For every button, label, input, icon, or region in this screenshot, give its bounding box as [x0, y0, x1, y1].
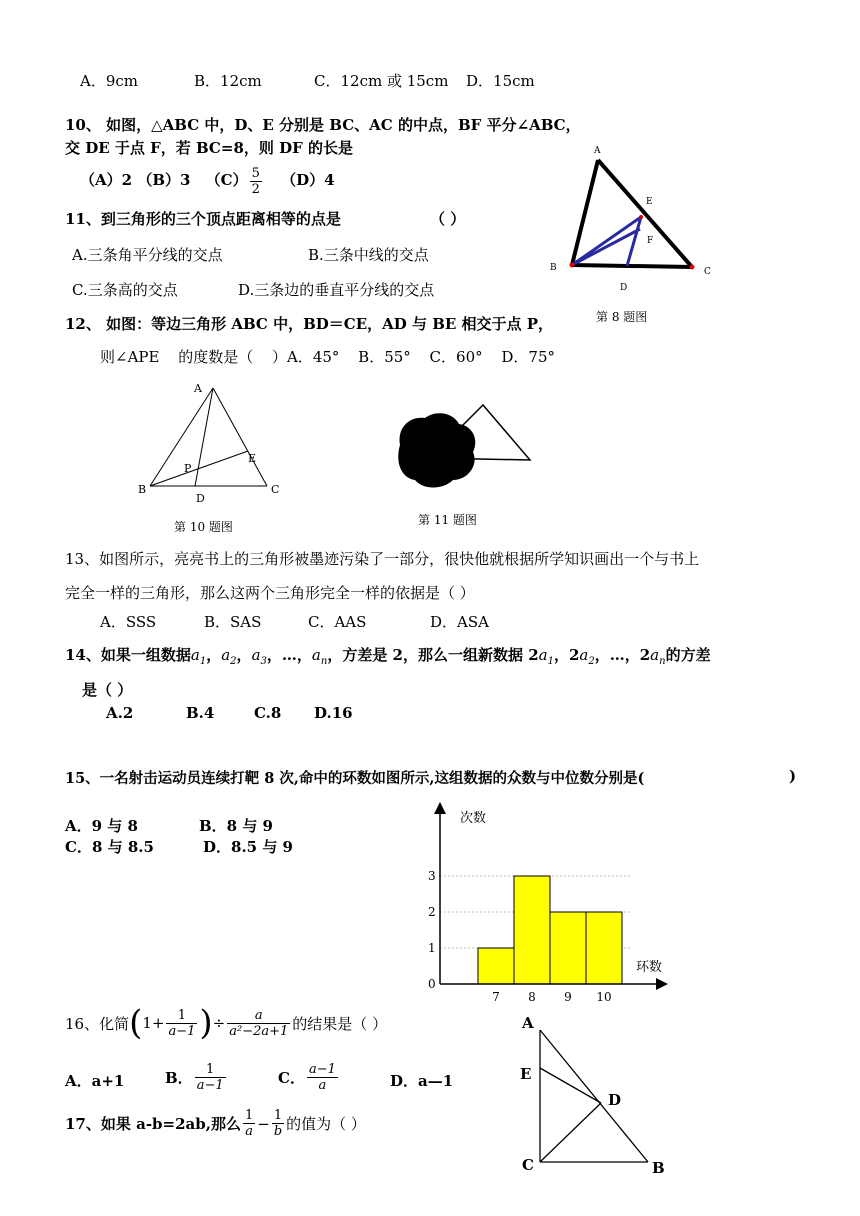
fraction-denominator: a [245, 1124, 253, 1139]
q16-divide: ÷ [212, 1014, 226, 1032]
q10-option-b: （B）3 [137, 171, 191, 189]
var-a: a [221, 646, 231, 664]
x-axis-arrow [656, 978, 668, 990]
q9-option-c: C．12cm 或 15cm [314, 72, 449, 90]
q15-option-b: B．8 与 9 [199, 817, 273, 835]
fraction-denominator: a−1 [196, 1078, 224, 1093]
sub: n [659, 656, 666, 667]
sub: 1 [547, 656, 554, 667]
q16-fraction-1 [166, 1008, 197, 1039]
y-tick-label: 0 [428, 977, 436, 991]
q16-one-plus: 1+ [142, 1014, 165, 1032]
q10-option-c [205, 165, 264, 197]
bar [550, 912, 586, 984]
q11-paren: （ ） [430, 210, 466, 228]
q14-an [311, 646, 328, 667]
q16-stem [65, 1005, 387, 1041]
q9-option-d: D．15cm [466, 72, 535, 90]
q13-option-d: D．ASA [430, 613, 489, 631]
paren-close: ) [199, 1003, 213, 1043]
x-tick-label: 7 [492, 990, 500, 1004]
q16-prefix: 16、化简 [65, 1014, 130, 1033]
fig17-label-e: E [520, 1065, 532, 1083]
paren-open: ( [129, 1003, 143, 1043]
q17-fraction-2 [272, 1108, 284, 1139]
y-tick-label: 3 [428, 869, 436, 883]
var-a: a [579, 646, 589, 664]
fig10-caption: 第 10 题图 [174, 520, 233, 534]
var-a: a [190, 646, 200, 664]
sub: 1 [199, 656, 207, 667]
q11-option-a: A.三条角平分线的交点 [72, 246, 223, 264]
q17-prefix: 17、如果 a-b=2ab,那么 [65, 1115, 241, 1133]
fraction-numerator: 1 [195, 1062, 226, 1078]
y-axis-arrow [434, 802, 446, 814]
q10-line2: 交 DE 于点 F，若 BC=8，则 DF 的长是 [65, 139, 353, 157]
q10-line1: 10、 如图，△ABC 中，D、E 分别是 BC、AC 的中点，BF 平分∠ABC， [65, 116, 581, 134]
fraction-numerator: a [227, 1008, 290, 1024]
x-axis-label: 环数 [636, 960, 663, 975]
bar [586, 912, 622, 984]
q16-fraction-2 [227, 1008, 290, 1039]
q16-suffix: 的结果是（ ） [292, 1014, 388, 1033]
fig8-label-b: B [550, 263, 557, 273]
fraction-numerator: 1 [166, 1008, 197, 1024]
fraction-denominator: a−1 [168, 1023, 196, 1039]
y-tick-label: 2 [428, 905, 436, 919]
sub: 2 [588, 656, 595, 667]
q13-option-a: A．SSS [100, 613, 157, 631]
q10-option-c-label: （C） [205, 171, 248, 189]
q14-middle: ，方差是 2，那么一组新数据 2 [327, 646, 539, 664]
x-tick-label: 9 [564, 990, 572, 1004]
q11-option-b: B.三条中线的交点 [308, 246, 429, 264]
q9-option-b: B．12cm [194, 72, 262, 90]
fig17-label-c: C [522, 1156, 534, 1174]
fig8-label-c: C [704, 267, 711, 277]
q13-option-c: C．AAS [308, 613, 367, 631]
q14-option-a: A.2 [106, 704, 134, 722]
q17-minus: − [257, 1114, 270, 1133]
var-a: a [538, 646, 548, 664]
q9-option-a: A．9cm [80, 72, 139, 90]
fig8-label-f: F [647, 236, 654, 246]
q16-option-a: A．a+1 [65, 1072, 125, 1090]
option-label: C． [278, 1069, 305, 1087]
q17-suffix: 的值为（ ） [286, 1115, 366, 1133]
fig8-label-a: A [594, 146, 601, 156]
fig10-label-c: C [271, 483, 280, 496]
var-a: a [251, 646, 261, 664]
fig10-label-d: D [196, 492, 205, 505]
q13-line1: 13、如图所示，亮亮书上的三角形被墨迹污染了一部分，很快他就根据所学知识画出一个与书上 [65, 550, 700, 568]
q12-line1 [65, 313, 553, 334]
fraction-numerator: a−1 [308, 1062, 336, 1077]
fig8-label-e: E [646, 197, 653, 207]
q14-2a2 [579, 646, 595, 667]
y-axis-label: 次数 [460, 811, 487, 826]
fig8-caption: 第 8 题图 [596, 310, 648, 324]
sub: n [320, 656, 328, 667]
q14-line2: 是（ ） [82, 681, 133, 699]
fig17-label-a: A [522, 1014, 534, 1032]
sub: 2 [230, 656, 237, 667]
fig8-label-d: D [620, 283, 628, 293]
q15-close-paren: ) [789, 767, 797, 785]
x-tick-label: 10 [596, 990, 612, 1004]
q15-stem: 15、一名射击运动员连续打靶 8 次,命中的环数如图所示,这组数据的众数与中位数分别是( [65, 770, 645, 787]
q14-prefix: 14、如果一组数据 [65, 646, 191, 664]
q17-stem [65, 1108, 366, 1139]
q15-option-c: C．8 与 8.5 [65, 838, 154, 856]
q10-option-d: （D）4 [281, 171, 335, 189]
q13-line2: 完全一样的三角形，那么这两个三角形完全一样的依据是（ ） [65, 584, 475, 602]
fig10-label-p: P [184, 462, 192, 475]
fig10-label-e: E [248, 452, 257, 465]
q16-option-b [165, 1062, 228, 1093]
q12-line2: 则∠APE 的度数是（ ）A．45° B．55° C．60° D．75° [100, 348, 555, 366]
q16-c-fraction [307, 1062, 338, 1093]
q11-option-d: D.三条边的垂直平分线的交点 [238, 281, 435, 299]
q10-option-a: （A）2 [80, 171, 133, 189]
q14-line1: 14、如果一组数据$a_1$，$a_2$，$a_3$，…，$a_n$，方差是 2，那么一组新数据 $2a_1$，$2a_2$，…，$2a_n$的方差 [65, 646, 711, 667]
fraction-numerator: 1 [244, 1108, 254, 1123]
q14-a3 [251, 646, 267, 667]
q14-a1 [190, 646, 207, 667]
q14-2an [650, 646, 666, 667]
sub: 3 [260, 656, 267, 667]
q16-option-c [278, 1062, 340, 1093]
fraction-denominator: a [318, 1078, 327, 1093]
option-label: B． [165, 1069, 193, 1087]
q10-options [80, 160, 335, 200]
fraction-denominator: b [273, 1124, 283, 1139]
bar-chart [420, 800, 680, 1005]
fraction-denominator: a²−2a+1 [229, 1023, 289, 1039]
q12-line1-text: 12、 如图：等边三角形 ABC 中，BD＝CE，AD 与 BE 相交于点 P， [65, 315, 554, 333]
q16-option-d: D．a—1 [390, 1072, 454, 1090]
q14-option-b: B.4 [186, 704, 215, 722]
var-a: a [311, 646, 321, 664]
q11-option-c: C.三条高的交点 [72, 281, 178, 299]
var-a: a [650, 646, 660, 664]
q14-2a1 [538, 646, 554, 667]
figure-right-triangle [510, 1010, 680, 1185]
bar [514, 876, 550, 984]
q15-option-d: D．8.5 与 9 [203, 838, 293, 856]
fig10-label-a: A [194, 382, 202, 395]
fig17-label-d: D [608, 1091, 622, 1109]
q13-option-b: B．SAS [204, 613, 262, 631]
figure-11 [395, 400, 535, 495]
fraction-denominator: 2 [251, 181, 260, 197]
y-tick-label: 1 [428, 941, 436, 955]
q14-suffix: 的方差 [665, 646, 711, 664]
fig10-label-b: B [138, 483, 147, 496]
q17-fraction-1 [243, 1108, 255, 1139]
x-tick-label: 8 [528, 990, 536, 1004]
fraction-numerator: 1 [272, 1108, 284, 1124]
q11-stem: 11、到三角形的三个顶点距离相等的点是 [65, 210, 341, 228]
q16-b-fraction [195, 1062, 226, 1093]
q14-a2 [221, 646, 237, 667]
q14-option-d: D.16 [314, 704, 353, 722]
q14-option-c: C.8 [254, 704, 282, 722]
figure-8 [540, 140, 720, 300]
figure-10 [130, 378, 290, 505]
fig11-caption: 第 11 题图 [418, 513, 477, 527]
q15-option-a: A．9 与 8 [65, 817, 138, 835]
fraction-numerator: 5 [251, 165, 260, 181]
q10-fraction [250, 166, 262, 197]
bar [478, 948, 514, 984]
fig17-label-b: B [652, 1159, 665, 1177]
